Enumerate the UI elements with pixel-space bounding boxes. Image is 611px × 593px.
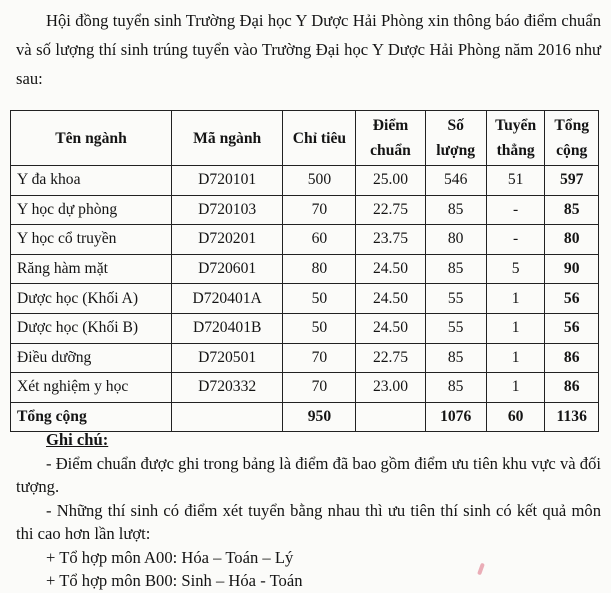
cell-major-name: Răng hàm mặt	[11, 254, 172, 284]
cell-count: 546	[425, 166, 486, 196]
note-priority-score: - Điểm chuẩn được ghi trong bảng là điểm đã bao gồm điểm ưu tiên khu vực và đối tượng.	[16, 453, 601, 496]
total-label: Tổng cộng	[11, 402, 172, 432]
total-direct-admission: 60	[486, 402, 545, 432]
cell-major-code: D720401A	[171, 284, 282, 314]
intro-paragraph: Hội đồng tuyển sinh Trường Đại học Y Dược Hải Phòng xin thông báo điểm chuẩn và số lượng thí sinh trúng tuyển vào Trường Đại học Y Dược Hải Phòng năm 2016 như sau:	[16, 11, 601, 88]
cell-major-code: D720201	[171, 225, 282, 255]
cell-count: 85	[425, 254, 486, 284]
header-count: Số lượng	[425, 111, 486, 166]
header-major-code: Mã ngành	[171, 111, 282, 166]
cell-quota: 80	[283, 254, 356, 284]
table-row	[11, 225, 599, 255]
cell-total: 56	[545, 284, 599, 314]
cell-total: 80	[545, 225, 599, 255]
cell-count: 80	[425, 225, 486, 255]
cell-quota: 70	[283, 343, 356, 373]
cell-cutoff-score: 24.50	[356, 254, 425, 284]
cell-direct-admission: 51	[486, 166, 545, 196]
cell-quota: 50	[283, 313, 356, 343]
cell-cutoff-score: 22.75	[356, 195, 425, 225]
cell-direct-admission: 1	[486, 313, 545, 343]
total-count: 1076	[425, 402, 486, 432]
cell-major-name: Y học dự phòng	[11, 195, 172, 225]
cell-total: 86	[545, 343, 599, 373]
cell-direct-admission: 1	[486, 343, 545, 373]
admissions-table	[10, 110, 599, 432]
cell-cutoff-score: 24.50	[356, 313, 425, 343]
cell-count: 55	[425, 284, 486, 314]
cell-quota: 70	[283, 373, 356, 403]
cell-cutoff-score: 23.75	[356, 225, 425, 255]
cell-count: 85	[425, 373, 486, 403]
cell-direct-admission: 1	[486, 373, 545, 403]
cell-quota: 500	[283, 166, 356, 196]
cell-direct-admission: 5	[486, 254, 545, 284]
table-row	[11, 195, 599, 225]
total-quota: 950	[283, 402, 356, 432]
table-row	[11, 166, 599, 196]
cell-major-code: D720501	[171, 343, 282, 373]
cell-quota: 60	[283, 225, 356, 255]
cell-total: 86	[545, 373, 599, 403]
cell-major-name: Y học cổ truyền	[11, 225, 172, 255]
table-row	[11, 343, 599, 373]
cell-major-name: Dược học (Khối B)	[11, 313, 172, 343]
cell-cutoff-score: 25.00	[356, 166, 425, 196]
cell-major-code: D720101	[171, 166, 282, 196]
cell-major-name: Dược học (Khối A)	[11, 284, 172, 314]
cell-direct-admission: 1	[486, 284, 545, 314]
note-combo-a00: + Tổ hợp môn A00: Hóa – Toán – Lý	[46, 547, 294, 567]
note-tiebreak: - Những thí sinh có điểm xét tuyển bằng nhau thì ưu tiên thí sinh có kết quả môn thi cao hơn lần lượt:	[16, 500, 601, 543]
cell-major-name: Y đa khoa	[11, 166, 172, 196]
cell-quota: 50	[283, 284, 356, 314]
cell-cutoff-score: 23.00	[356, 373, 425, 403]
header-cutoff-score: Điểm chuẩn	[356, 111, 425, 166]
table-row	[11, 284, 599, 314]
table-row	[11, 373, 599, 403]
cell-major-code: D720332	[171, 373, 282, 403]
cell-total: 597	[545, 166, 599, 196]
table-row	[11, 313, 599, 343]
cell-total: 90	[545, 254, 599, 284]
cell-major-code: D720103	[171, 195, 282, 225]
header-quota: Chỉ tiêu	[283, 111, 356, 166]
header-total: Tổng cộng	[545, 111, 599, 166]
cell-major-name: Xét nghiệm y học	[11, 373, 172, 403]
note-combo-b00: + Tổ hợp môn B00: Sinh – Hóa - Toán	[46, 571, 303, 590]
header-direct-admission: Tuyển thẳng	[486, 111, 545, 166]
header-major-name: Tên ngành	[11, 111, 172, 166]
notes-section	[16, 428, 601, 593]
table-row	[11, 254, 599, 284]
cell-cutoff-score: 24.50	[356, 284, 425, 314]
cell-direct-admission: -	[486, 225, 545, 255]
cell-major-code: D720601	[171, 254, 282, 284]
cell-quota: 70	[283, 195, 356, 225]
table-header-row	[11, 111, 599, 166]
cell-total: 85	[545, 195, 599, 225]
cell-count: 85	[425, 343, 486, 373]
cell-count: 85	[425, 195, 486, 225]
cell-total: 56	[545, 313, 599, 343]
cell-direct-admission: -	[486, 195, 545, 225]
total-grand: 1136	[545, 402, 599, 432]
cell-major-name: Điều dưỡng	[11, 343, 172, 373]
cell-major-code: D720401B	[171, 313, 282, 343]
cell-count: 55	[425, 313, 486, 343]
notes-title: Ghi chú:	[46, 430, 109, 449]
cell-cutoff-score: 22.75	[356, 343, 425, 373]
